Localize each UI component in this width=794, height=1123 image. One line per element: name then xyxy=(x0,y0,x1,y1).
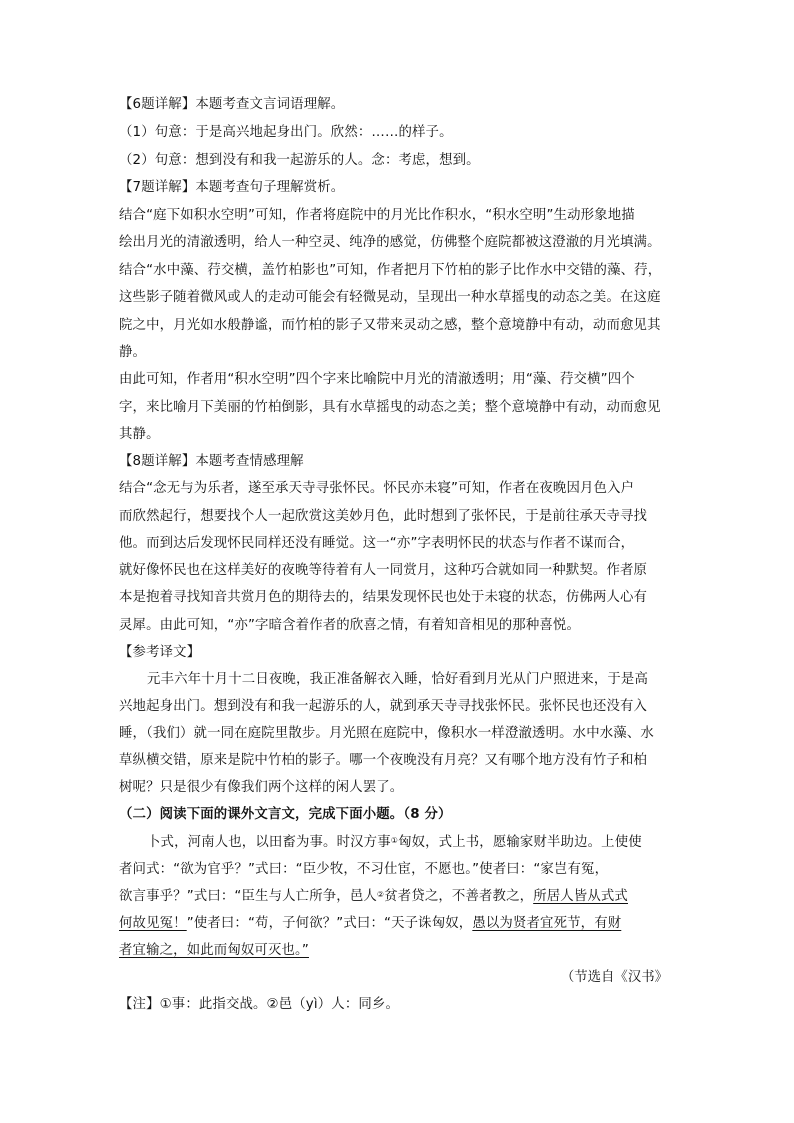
passage-text: 欲言事乎？”式曰：“臣生与人亡所争，邑人 xyxy=(119,889,377,904)
passage-line-3 xyxy=(119,888,628,906)
q6-item-2: （2）句意：想到没有和我一起游乐的人。念：考虑，想到。 xyxy=(119,153,480,168)
passage-text: 匈奴，式上书，愿输家财半助边。上使使 xyxy=(398,835,642,850)
q8-line: 灵犀。由此可知，“亦”字暗含着作者的欣喜之情，有着知音相见的那种喜悦。 xyxy=(119,618,581,633)
footnote-marker-1: ① xyxy=(390,836,399,845)
part2-heading: （二）阅读下面的课外文言文，完成下面小题。（8 分） xyxy=(119,807,452,822)
q8-line: 他。而到达后发现怀民同样还没有睡觉。这一“亦”字表明怀民的状态与作者不谋而合， xyxy=(119,536,635,551)
q7-line: 绘出月光的清澈透明，给人一种空灵、纯净的感觉，仿佛整个庭院都被这澄澈的月光填满。 xyxy=(119,235,661,250)
q8-line: 本是抱着寻找知音共赏月色的期待去的，结果发现怀民也处于未寝的状态，仿佛两人心有 xyxy=(119,590,648,605)
q7-line: 其静。 xyxy=(119,427,160,442)
footnote: 【注】①事：此指交战。②邑（yì）人：同乡。 xyxy=(119,997,399,1012)
translation-heading: 【参考译文】 xyxy=(119,645,201,660)
q6-heading: 【6题详解】本题考查文言词语理解。 xyxy=(119,97,345,112)
q7-heading: 【7题详解】本题考查句子理解赏析。 xyxy=(119,180,345,195)
passage-text: ”使者曰：“苟，子何欲？”式曰：“天子诛匈奴， xyxy=(186,916,473,931)
passage-line-5 xyxy=(119,942,309,960)
translation-line: 草纵横交错，原来是院中竹柏的影子。哪一个夜晚没有月亮？又有哪个地方没有竹子和柏 xyxy=(119,753,648,768)
translation-line: 兴地起身出门。想到没有和我一起游乐的人，就到承天寺寻找张怀民。张怀民也还没有入 xyxy=(119,699,648,714)
q7-line: 字，来比喻月下美丽的竹柏倒影，具有水草摇曳的动态之美；整个意境静中有动，动而愈见 xyxy=(119,400,661,415)
q8-line: 结合“念无与为乐者，遂至承天寺寻张怀民。怀民亦未寝”可知，作者在夜晚因月色入户 xyxy=(119,481,635,496)
passage-line-4 xyxy=(119,915,621,933)
q8-line: 而欣然起行，想要找个人一起欣赏这美妙月色，此时想到了张怀民，于是前往承天寺寻找 xyxy=(119,509,648,524)
q7-line: 由此可知，作者用“积水空明”四个字来比喻院中月光的清澈透明；用“藻、荇交横”四个 xyxy=(119,372,635,387)
q8-line: 就好像怀民也在这样美好的夜晚等待着有人一同赏月，这种巧合就如同一种默契。作者原 xyxy=(119,563,648,578)
q7-line: 静。 xyxy=(119,345,147,360)
q6-item-1: （1）句意：于是高兴地起身出门。欣然：……的样子。 xyxy=(119,125,453,140)
underlined-sentence: 愚以为贤者宜死节，有财 xyxy=(472,916,622,931)
translation-line: 树呢？只是很少有像我们两个这样的闲人罢了。 xyxy=(119,780,404,795)
passage-text: 贫者贷之，不善者教之， xyxy=(384,889,534,904)
passage-text: 卜式，河南人也，以田畜为事。时汉方事 xyxy=(147,835,391,850)
footnote-marker-2: ② xyxy=(376,890,385,899)
passage-line-2: 者问式：“欲为官乎？”式曰：“臣少牧，不习仕宦，不愿也。”使者曰：“家岂有冤， xyxy=(119,862,609,877)
q7-line: 结合“水中藻、荇交横，盖竹柏影也”可知，作者把月下竹柏的影子比作水中交错的藻、荇， xyxy=(119,263,662,278)
q7-line: 结合“庭下如积水空明”可知，作者将庭院中的月光比作积水，“积水空明”生动形象地描 xyxy=(119,208,635,223)
translation-line: 元丰六年十月十二日夜晚，我正准备解衣入睡，恰好看到月光从门户照进来，于是高 xyxy=(147,672,649,687)
underlined-sentence: 何故见冤！ xyxy=(119,916,187,931)
underlined-sentence: 所居人皆从式式 xyxy=(533,889,628,904)
source-citation: （节选自《汉书》 xyxy=(560,970,668,985)
q7-line: 这些影子随着微风或人的走动可能会有轻微晃动，呈现出一种水草摇曳的动态之美。在这庭 xyxy=(119,290,661,305)
q8-heading: 【8题详解】本题考查情感理解 xyxy=(119,454,304,469)
passage-line-1 xyxy=(147,834,642,852)
underlined-sentence: 者宜输之，如此而匈奴可灭也。” xyxy=(119,943,309,958)
q7-line: 院之中，月光如水般静谧，而竹柏的影子又带来灵动之感，整个意境静中有动，动而愈见其 xyxy=(119,318,661,333)
translation-line: 睡，（我们）就一同在庭院里散步。月光照在庭院中，像积水一样澄澈透明。水中水藻、水 xyxy=(119,726,654,741)
